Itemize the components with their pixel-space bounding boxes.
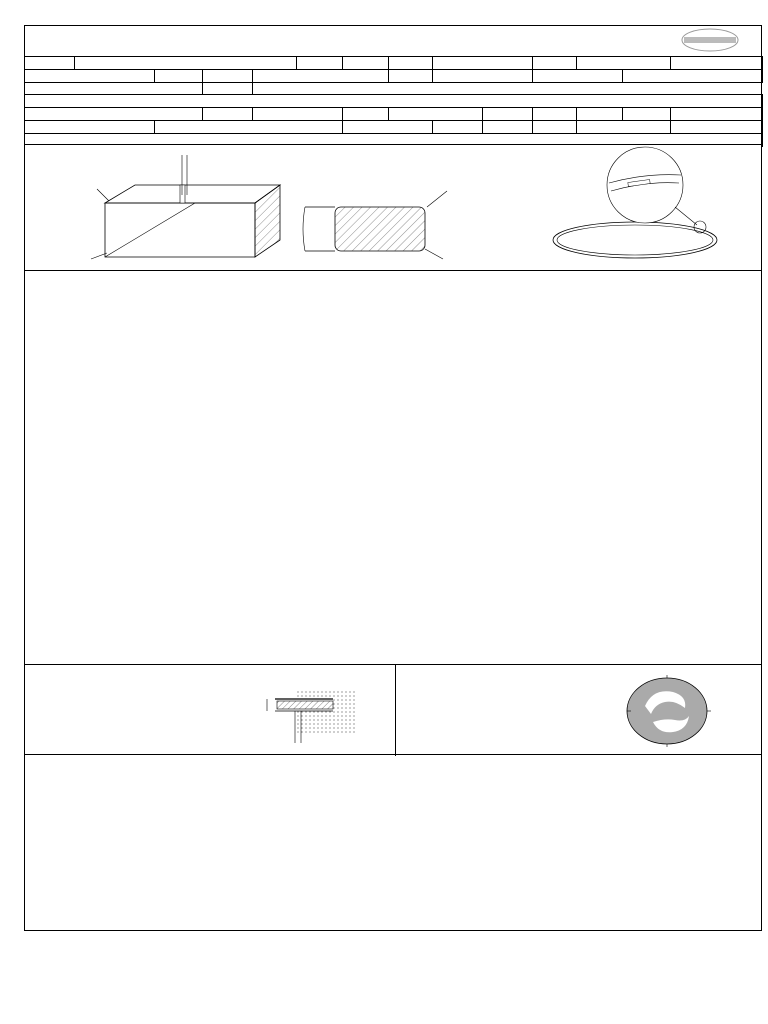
ring-3d-section xyxy=(91,155,280,259)
eng-hrs-value xyxy=(433,69,533,82)
eng-type-value xyxy=(253,69,389,82)
ring-pop-view xyxy=(553,147,717,258)
acc-value xyxy=(577,108,623,121)
lubricator-value xyxy=(483,108,533,121)
acc-label xyxy=(533,108,577,121)
header-table xyxy=(24,56,763,147)
ring-profile-section xyxy=(303,191,447,259)
checked-by-cell xyxy=(671,57,763,70)
vessel-label xyxy=(25,57,75,70)
eng-hrs-label xyxy=(389,69,433,82)
load-label xyxy=(25,108,203,121)
imo-value xyxy=(343,57,389,70)
at-load-value xyxy=(533,120,577,133)
lub-control-value xyxy=(343,108,389,121)
cyl-oil-type-value xyxy=(155,120,343,133)
load-value xyxy=(203,108,253,121)
piston-ring-drawing xyxy=(24,144,762,271)
vessel-value xyxy=(75,57,297,70)
eng-type-label xyxy=(203,69,253,82)
eng-no-value xyxy=(577,57,671,70)
sulph-label xyxy=(623,108,671,121)
eng-no-label xyxy=(533,57,577,70)
min-feed-value xyxy=(671,120,763,133)
groove-clearance-diagram xyxy=(253,687,363,749)
cyl-oil-cons-value xyxy=(433,120,483,133)
cyl-oil-cons-label xyxy=(343,120,433,133)
grooves-crown-drawing xyxy=(24,664,762,755)
man-logo xyxy=(680,27,740,53)
hours-since-label xyxy=(25,82,203,95)
sulph-value xyxy=(671,108,763,121)
imo-label xyxy=(297,57,343,70)
crown-burning-diagram xyxy=(595,666,763,754)
date-value xyxy=(623,69,763,82)
cyl-oil-type-label xyxy=(25,120,155,133)
ring-cross-section-diagram xyxy=(25,145,761,270)
cylinders-label xyxy=(25,69,155,82)
lubricator-label xyxy=(389,108,483,121)
date-label xyxy=(533,69,623,82)
hours-since-value xyxy=(203,82,253,95)
min-feed-label xyxy=(577,120,671,133)
at-load-label xyxy=(483,120,533,133)
eng-builder-value xyxy=(433,57,533,70)
eng-builder-label xyxy=(389,57,433,70)
cylinders-value xyxy=(155,69,203,82)
lub-control-label xyxy=(253,108,343,121)
voyage-section-title xyxy=(25,95,763,108)
